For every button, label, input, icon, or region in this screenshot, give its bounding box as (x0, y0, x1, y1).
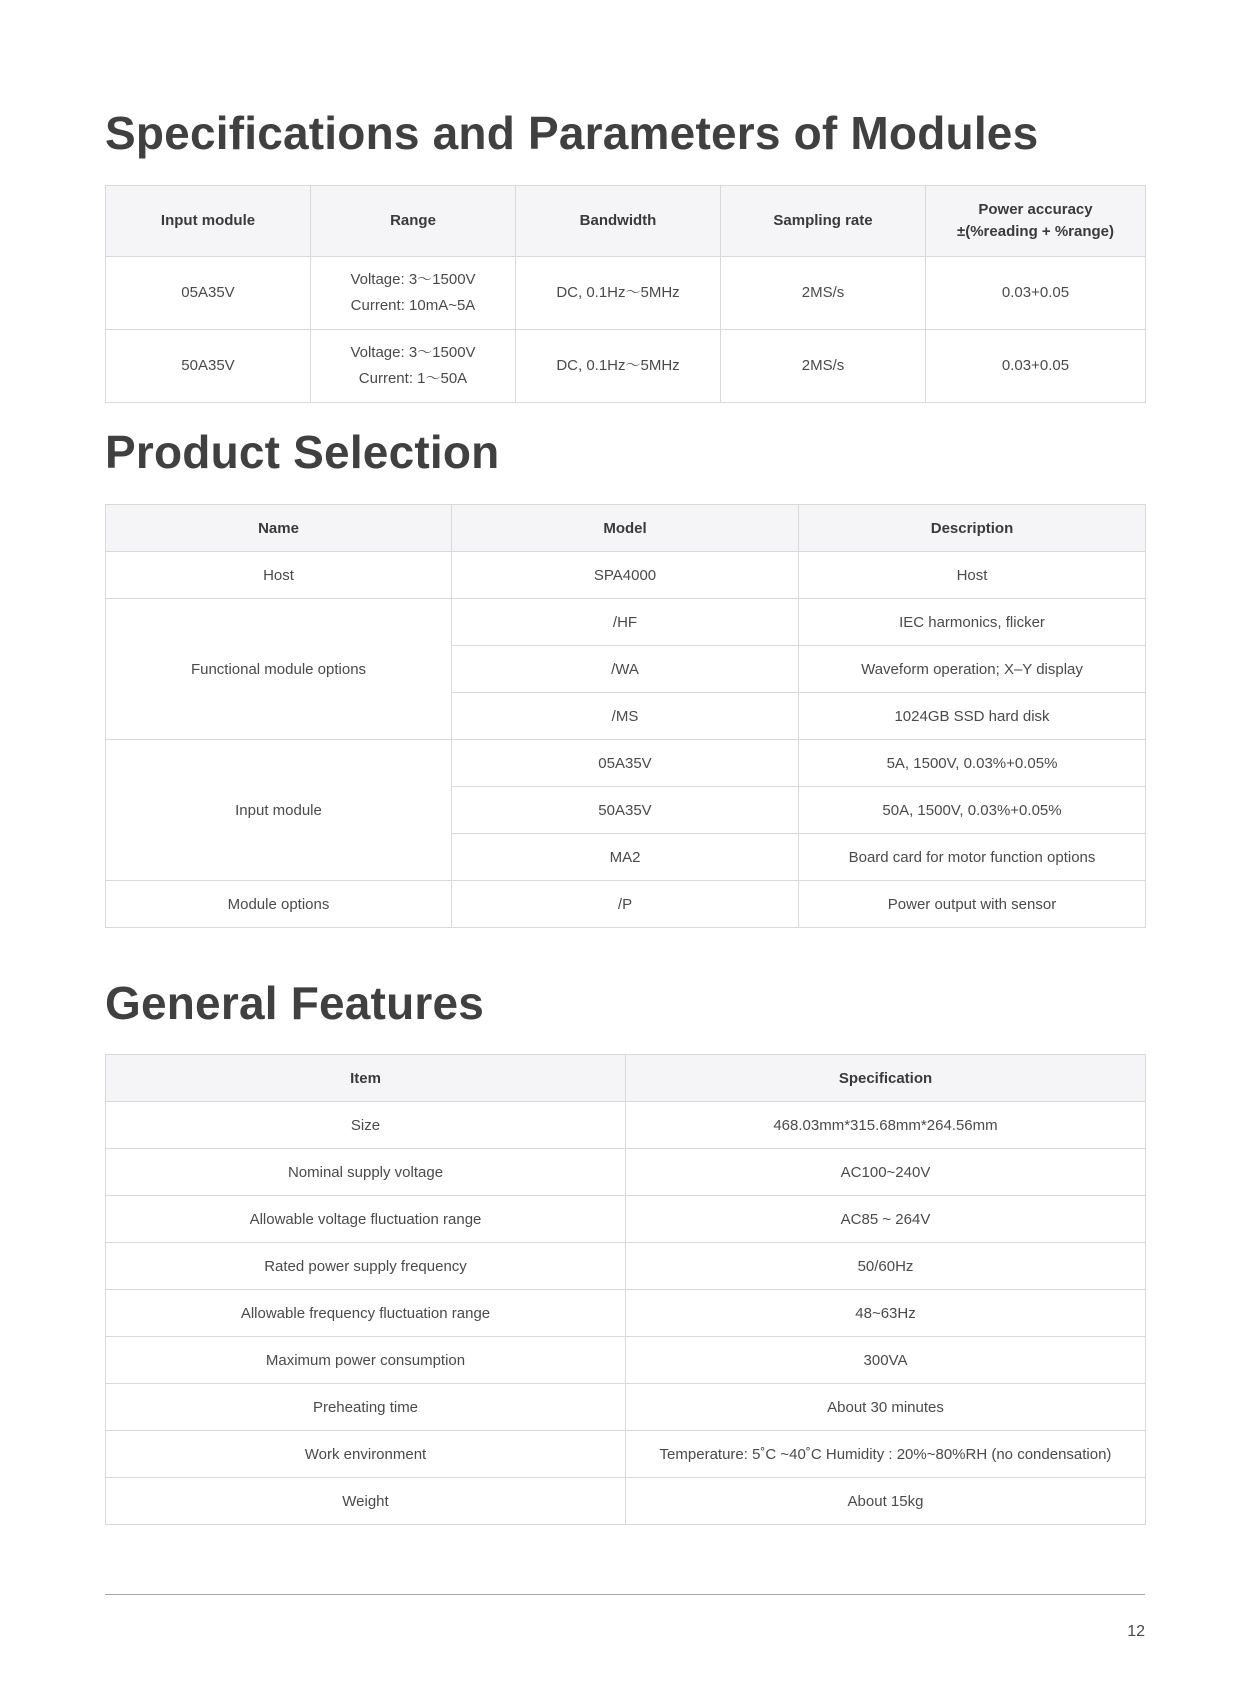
selection-cell-description: Host (799, 552, 1146, 599)
selection-cell-description: Power output with sensor (799, 881, 1146, 928)
general-section-title: General Features (105, 977, 485, 1029)
general-cell-item: Maximum power consumption (106, 1337, 626, 1384)
selection-cell-name: Functional module options (106, 599, 452, 740)
spec-header-power-accuracy (926, 186, 1146, 257)
selection-cell-description: 5A, 1500V, 0.03%+0.05% (799, 740, 1146, 787)
spec-cell-range (311, 257, 516, 330)
selection-cell-model: 05A35V (452, 740, 799, 787)
selection-cell-name: Module options (106, 881, 452, 928)
selection-cell-description: 50A, 1500V, 0.03%+0.05% (799, 787, 1146, 834)
table-row (106, 257, 1146, 330)
spec-range-voltage: Voltage: 3～1500V (350, 271, 476, 288)
table-row (106, 1384, 1146, 1431)
selection-cell-description: Board card for motor function options (799, 834, 1146, 881)
general-cell-item: Work environment (106, 1431, 626, 1478)
table-row (106, 1196, 1146, 1243)
general-cell-spec: AC85 ~ 264V (626, 1196, 1146, 1243)
table-row (106, 1102, 1146, 1149)
table-row (106, 1478, 1146, 1525)
selection-header-row (106, 505, 1146, 552)
table-row (106, 1290, 1146, 1337)
general-cell-item: Preheating time (106, 1384, 626, 1431)
selection-cell-description: Waveform operation; X–Y display (799, 646, 1146, 693)
spec-cell-range (311, 330, 516, 403)
spec-header-input-module: Input module (106, 186, 311, 257)
general-table (105, 1054, 1146, 1525)
general-cell-item: Weight (106, 1478, 626, 1525)
selection-header-description: Description (799, 505, 1146, 552)
selection-cell-model: /WA (452, 646, 799, 693)
general-header-row (106, 1055, 1146, 1102)
spec-cell-sampling: 2MS/s (721, 330, 926, 403)
table-row (106, 881, 1146, 928)
general-cell-item: Size (106, 1102, 626, 1149)
table-row (106, 552, 1146, 599)
spec-range-current: Current: 1～50A (358, 370, 468, 387)
general-header-specification: Specification (626, 1055, 1146, 1102)
general-cell-spec: AC100~240V (626, 1149, 1146, 1196)
spec-cell-sampling: 2MS/s (721, 257, 926, 330)
selection-header-model: Model (452, 505, 799, 552)
spec-header-sampling-rate: Sampling rate (721, 186, 926, 257)
general-cell-item: Allowable voltage fluctuation range (106, 1196, 626, 1243)
general-cell-item: Rated power supply frequency (106, 1243, 626, 1290)
spec-section-title: Specifications and Parameters of Modules (105, 107, 1039, 159)
table-row (106, 599, 1146, 646)
table-row (106, 330, 1146, 403)
general-header-item: Item (106, 1055, 626, 1102)
general-cell-spec: 468.03mm*315.68mm*264.56mm (626, 1102, 1146, 1149)
selection-cell-description: 1024GB SSD hard disk (799, 693, 1146, 740)
spec-table (105, 185, 1146, 403)
general-cell-item: Allowable frequency fluctuation range (106, 1290, 626, 1337)
spec-cell-module: 05A35V (106, 257, 311, 330)
selection-cell-model: /HF (452, 599, 799, 646)
selection-section-title: Product Selection (105, 426, 500, 478)
page-number: 12 (1127, 1623, 1145, 1640)
general-cell-spec: About 30 minutes (626, 1384, 1146, 1431)
spec-cell-accuracy: 0.03+0.05 (926, 257, 1146, 330)
spec-cell-bandwidth: DC, 0.1Hz～5MHz (516, 330, 721, 403)
general-cell-spec: 50/60Hz (626, 1243, 1146, 1290)
selection-cell-model: 50A35V (452, 787, 799, 834)
spec-header-power-line2: ±(%reading + %range) (956, 223, 1115, 240)
spec-header-bandwidth: Bandwidth (516, 186, 721, 257)
selection-cell-description: IEC harmonics, flicker (799, 599, 1146, 646)
general-cell-spec: Temperature: 5˚C ~40˚C Humidity : 20%~80%RH (no condensation) (626, 1431, 1146, 1478)
selection-cell-model: /MS (452, 693, 799, 740)
table-row (106, 1431, 1146, 1478)
spec-cell-accuracy: 0.03+0.05 (926, 330, 1146, 403)
selection-cell-name: Host (106, 552, 452, 599)
general-cell-spec: 48~63Hz (626, 1290, 1146, 1337)
selection-cell-model: MA2 (452, 834, 799, 881)
general-cell-item: Nominal supply voltage (106, 1149, 626, 1196)
selection-cell-model: SPA4000 (452, 552, 799, 599)
spec-header-row (106, 186, 1146, 257)
selection-cell-model: /P (452, 881, 799, 928)
selection-cell-name: Input module (106, 740, 452, 881)
selection-header-name: Name (106, 505, 452, 552)
table-row (106, 740, 1146, 787)
general-cell-spec: About 15kg (626, 1478, 1146, 1525)
table-row (106, 1149, 1146, 1196)
spec-cell-module: 50A35V (106, 330, 311, 403)
table-row (106, 1243, 1146, 1290)
spec-cell-bandwidth: DC, 0.1Hz～5MHz (516, 257, 721, 330)
spec-header-power-line1: Power accuracy (978, 201, 1093, 218)
footer-divider (105, 1594, 1145, 1595)
general-cell-spec: 300VA (626, 1337, 1146, 1384)
spec-range-current: Current: 10mA~5A (350, 297, 476, 314)
selection-table (105, 504, 1146, 928)
table-row (106, 1337, 1146, 1384)
spec-header-range: Range (311, 186, 516, 257)
spec-range-voltage: Voltage: 3～1500V (350, 344, 476, 361)
